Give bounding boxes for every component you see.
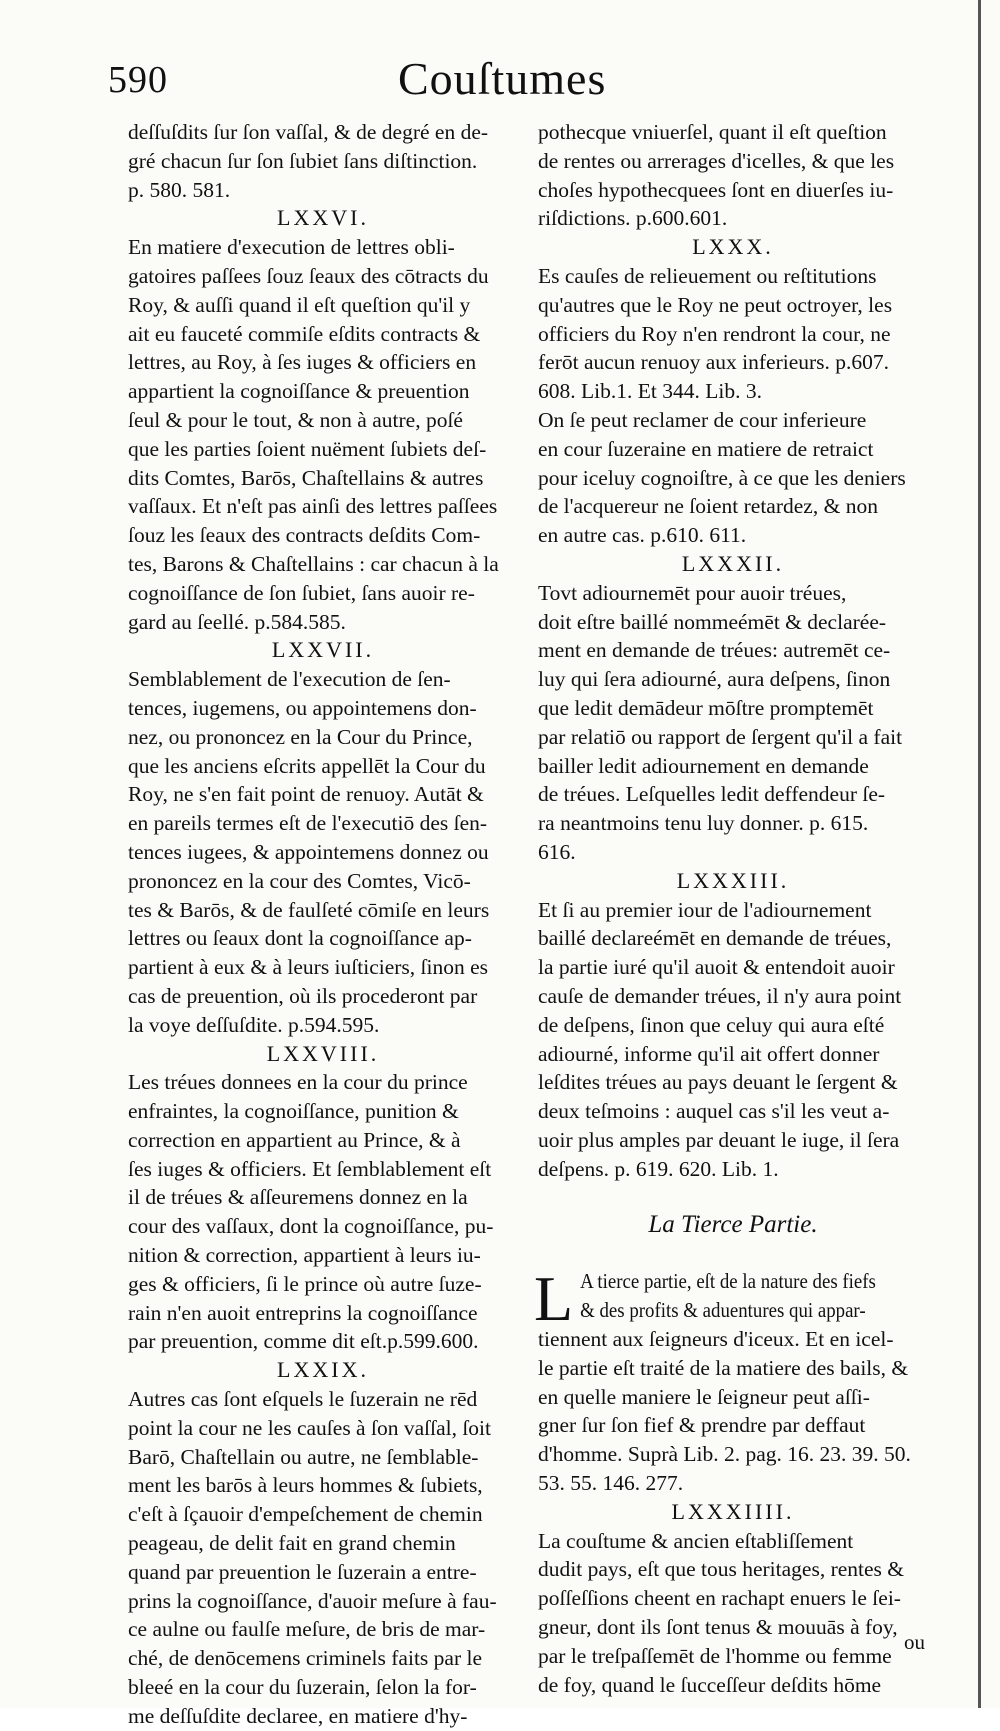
right-text-column bbox=[534, 118, 928, 1699]
article-heading: LXXIX. bbox=[277, 1357, 369, 1383]
text-line: ſes iuges & officiers. Et ſemblablement eſt bbox=[128, 1156, 492, 1181]
section-title: La Tierce Partie. bbox=[648, 1211, 818, 1239]
dropcap-letter: L bbox=[534, 1263, 574, 1335]
text-line: partient à eux & à leurs iuſticiers, ſinon es bbox=[128, 955, 489, 980]
dropcap-paragraph bbox=[534, 1263, 928, 1335]
text-line: peageau, de delit fait en grand chemin bbox=[128, 1531, 456, 1556]
text-line: il de tréues & aſſeuremens donnez en la bbox=[128, 1185, 468, 1210]
text-line: gneur, dont ils ſont tenus & mouuās à foy, bbox=[538, 1615, 898, 1640]
text-line: la partie iuré qu'il auoit & entendoit auoir bbox=[538, 955, 895, 980]
text-line: par preuention, comme dit eſt.p.599.600. bbox=[128, 1329, 479, 1354]
text-line: que les parties ſoient nuëment ſubiets deſ- bbox=[128, 436, 487, 461]
text-line: riſdictions. p.600.601. bbox=[538, 206, 728, 231]
text-line: de foy, quand le ſucceſſeur deſdits hōme bbox=[538, 1672, 882, 1697]
text-line: rain n'en auoit entreprins la cognoiſſance bbox=[128, 1300, 478, 1325]
text-line: gner ſur ſon fief & prendre par deffaut bbox=[538, 1413, 866, 1438]
text-line: me deſſuſdite declaree, en matiere d'hy- bbox=[128, 1703, 468, 1728]
text-line: ſouz les ſeaux des contracts deſdits Com- bbox=[128, 523, 481, 548]
text-line: nition & correction, appartient à leurs iu- bbox=[128, 1243, 481, 1268]
text-line: de deſpens, ſinon que celuy qui aura eſté bbox=[538, 1012, 885, 1037]
text-line: On ſe peut reclamer de cour inferieure bbox=[538, 407, 867, 432]
text-line: tes & Barōs, & de faulſeté cōmiſe en leurs bbox=[128, 897, 490, 922]
text-line: tes, Barons & Chaſtellains : car chacun à la bbox=[128, 551, 499, 576]
text-line: que ledit demādeur mōſtre promptemēt bbox=[538, 695, 874, 720]
article-heading: LXXVII. bbox=[271, 637, 375, 663]
text-line: officiers du Roy n'en rendront la cour, ne bbox=[538, 321, 891, 346]
article-heading: LXXXIII. bbox=[676, 867, 790, 893]
text-line: Les tréues donnees en la cour du prince bbox=[128, 1070, 468, 1095]
text-line: choſes hypothecquees ſont en diuerſes iu- bbox=[538, 177, 894, 202]
text-line: 608. Lib.1. Et 344. Lib. 3. bbox=[538, 379, 762, 404]
text-line: vaſſaux. Et n'eſt pas ainſi des lettres paſſees bbox=[128, 494, 498, 519]
text-line: prononcez en la cour des Comtes, Vicō- bbox=[128, 868, 471, 893]
text-line: deux teſmoins : auquel cas s'il les veut a- bbox=[538, 1099, 890, 1124]
page-header bbox=[108, 53, 898, 122]
text-line: Semblablement de l'execution de ſen- bbox=[128, 667, 451, 692]
text-line: Roy, ne s'en fait point de renuoy. Autāt & bbox=[128, 782, 484, 807]
text-line: ges & officiers, ſi le prince où autre ſuze- bbox=[128, 1271, 482, 1296]
text-line: ment les barōs à leurs hommes & ſubiets, bbox=[128, 1473, 483, 1498]
text-line: Barō, Chaſtellain ou autre, ne ſemblable- bbox=[128, 1444, 479, 1469]
text-line: p. 580. 581. bbox=[128, 177, 231, 202]
text-line: A tierce partie, eſt de la nature des fiefs bbox=[580, 1269, 876, 1294]
text-line: pour iceluy cognoiſtre, à ce que les deniers bbox=[538, 465, 906, 490]
text-line: doit eſtre baillé nommeémēt & declarée- bbox=[538, 609, 887, 634]
text-line: poſſeſſions cheent en rachapt enuers le ſei- bbox=[538, 1586, 901, 1611]
text-line: 616. bbox=[538, 839, 576, 864]
text-line: baillé declareémēt en demande de tréues, bbox=[538, 926, 892, 951]
text-line: par relatiō ou rapport de ſergent qu'il a fait bbox=[538, 724, 903, 749]
left-text-column bbox=[128, 118, 518, 1731]
text-line: Roy, & auſſi quand il eſt queſtion qu'il y bbox=[128, 292, 471, 317]
text-line: ait eu fauceté commiſe eſdits contracts & bbox=[128, 321, 481, 346]
text-line: Autres cas ſont eſquels le ſuzerain ne rēd bbox=[128, 1387, 478, 1412]
text-line: Et ſi au premier iour de l'adiournement bbox=[538, 897, 872, 922]
text-line: luy qui ſera adiourné, aura deſpens, ſinon bbox=[538, 667, 891, 692]
text-line: point la cour ne les cauſes à ſon vaſſal, ſoit bbox=[128, 1415, 492, 1440]
text-line: en autre cas. p.610. 611. bbox=[538, 523, 747, 548]
text-line: le partie eſt traité de la matiere des bails, & bbox=[538, 1355, 909, 1380]
text-line: bleeé en la cour du ſuzerain, ſelon la for- bbox=[128, 1675, 477, 1700]
text-line: correction en appartient au Prince, & à bbox=[128, 1127, 461, 1152]
text-line: gatoires paſſees ſouz ſeaux des cōtracts du bbox=[128, 263, 489, 288]
running-title: Couſtumes bbox=[398, 53, 607, 104]
text-line: deſſuſdits ſur ſon vaſſal, & de degré en de- bbox=[128, 120, 489, 144]
text-line: en cour ſuzeraine en matiere de retraict bbox=[538, 436, 874, 461]
text-line: cognoiſſance de ſon ſubiet, ſans auoir re- bbox=[128, 580, 475, 605]
text-line: par le treſpaſſemēt de l'homme ou femme bbox=[538, 1643, 892, 1668]
text-line: de tréues. Leſquelles ledit deffendeur ſe- bbox=[538, 782, 886, 807]
text-line: dits Comtes, Barōs, Chaſtellains & autres bbox=[128, 465, 484, 490]
text-line: & des profits & aduentures qui appar- bbox=[580, 1298, 866, 1323]
text-line: en pareils termes eſt de l'executiō des ſen- bbox=[128, 811, 488, 836]
page-edge-rule bbox=[978, 0, 981, 1708]
text-line: adiourné, informe qu'il ait offert donner bbox=[538, 1041, 880, 1066]
text-line: ché, de denōcemens criminels faits par le bbox=[128, 1646, 483, 1671]
text-line: pothecque vniuerſel, quant il eſt queſtion bbox=[538, 120, 887, 144]
text-line: prins la cognoiſſance, d'auoir meſure à fau- bbox=[128, 1588, 497, 1613]
article-heading: LXXVIII. bbox=[266, 1040, 380, 1066]
text-line: deſpens. p. 619. 620. Lib. 1. bbox=[538, 1156, 779, 1181]
text-line: appartient la cognoiſſance & preuention bbox=[128, 379, 470, 404]
text-line: gré chacun ſur ſon ſubiet ſans diſtinction. bbox=[128, 148, 478, 173]
text-line: bailler ledit adiournement en demande bbox=[538, 753, 869, 778]
text-line: tences iugees, & appointemens donnez ou bbox=[128, 839, 489, 864]
text-line: cauſe de demander tréues, il n'y aura point bbox=[538, 983, 902, 1008]
text-line: 53. 55. 146. 277. bbox=[538, 1471, 684, 1496]
text-line: ce aulne ou faulſe meſure, de bris de mar- bbox=[128, 1617, 486, 1642]
text-line: lettres, au Roy, à ſes iuges & officiers en bbox=[128, 350, 477, 375]
text-line: nez, ou prononcez en la Cour du Prince, bbox=[128, 724, 473, 749]
text-line: En matiere d'execution de lettres obli- bbox=[128, 235, 455, 260]
article-heading: LXXXII. bbox=[681, 550, 785, 576]
text-line: d'homme. Suprà Lib. 2. pag. 16. 23. 39. 50. bbox=[538, 1442, 911, 1467]
text-line: en quelle maniere le ſeigneur peut aſſi- bbox=[538, 1384, 870, 1409]
text-line: lettres ou ſeaux dont la cognoiſſance ap- bbox=[128, 926, 472, 951]
text-line: leſdites tréues au pays deuant le ſergent & bbox=[538, 1070, 898, 1095]
text-line: ferōt aucun renuoy aux inferieurs. p.607. bbox=[538, 350, 890, 375]
text-line: La couſtume & ancien eſtabliſſement bbox=[538, 1528, 854, 1553]
article-heading: LXXXIIII. bbox=[671, 1498, 795, 1524]
text-line: ſeul & pour le tout, & non à autre, poſé bbox=[128, 407, 463, 432]
article-heading: LXXVI. bbox=[277, 205, 369, 231]
text-line: de l'acquereur ne ſoient retardez, & non bbox=[538, 494, 878, 519]
text-line: enfraintes, la cognoiſſance, punition & bbox=[128, 1099, 459, 1124]
text-line: de rentes ou arrerages d'icelles, & que les bbox=[538, 148, 895, 173]
catchword: ou bbox=[904, 1630, 925, 1654]
text-line: Es cauſes de relieuement ou reſtitutions bbox=[538, 263, 877, 288]
text-line: gard au ſeellé. p.584.585. bbox=[128, 609, 346, 634]
text-line: ment en demande de tréues: autremēt ce- bbox=[538, 638, 891, 663]
text-line: quand par preuention le ſuzerain a entre- bbox=[128, 1559, 477, 1584]
text-line: uoir plus amples par deuant le iuge, il ſera bbox=[538, 1127, 900, 1152]
text-line: Tovt adiournemēt pour auoir tréues, bbox=[538, 580, 847, 605]
text-line: cas de preuention, où ils procederont par bbox=[128, 983, 478, 1008]
text-line: ra neantmoins tenu luy donner. p. 615. bbox=[538, 811, 869, 836]
text-line: qu'autres que le Roy ne peut octroyer, les bbox=[538, 292, 893, 317]
article-heading: LXXX. bbox=[692, 234, 774, 260]
text-line: que les anciens eſcrits appellēt la Cour du bbox=[128, 753, 486, 778]
text-line: tiennent aux ſeigneurs d'iceux. Et en icel- bbox=[538, 1327, 894, 1352]
text-line: la voye deſſuſdite. p.594.595. bbox=[128, 1012, 380, 1037]
text-line: cour des vaſſaux, dont la cognoiſſance, pu- bbox=[128, 1214, 494, 1239]
page-number: 590 bbox=[108, 59, 168, 101]
text-line: dudit pays, eſt que tous heritages, rentes & bbox=[538, 1557, 905, 1582]
text-line: tences, iugemens, ou appointemens don- bbox=[128, 695, 477, 720]
text-line: c'eſt à ſçauoir d'empeſchement de chemin bbox=[128, 1502, 483, 1527]
